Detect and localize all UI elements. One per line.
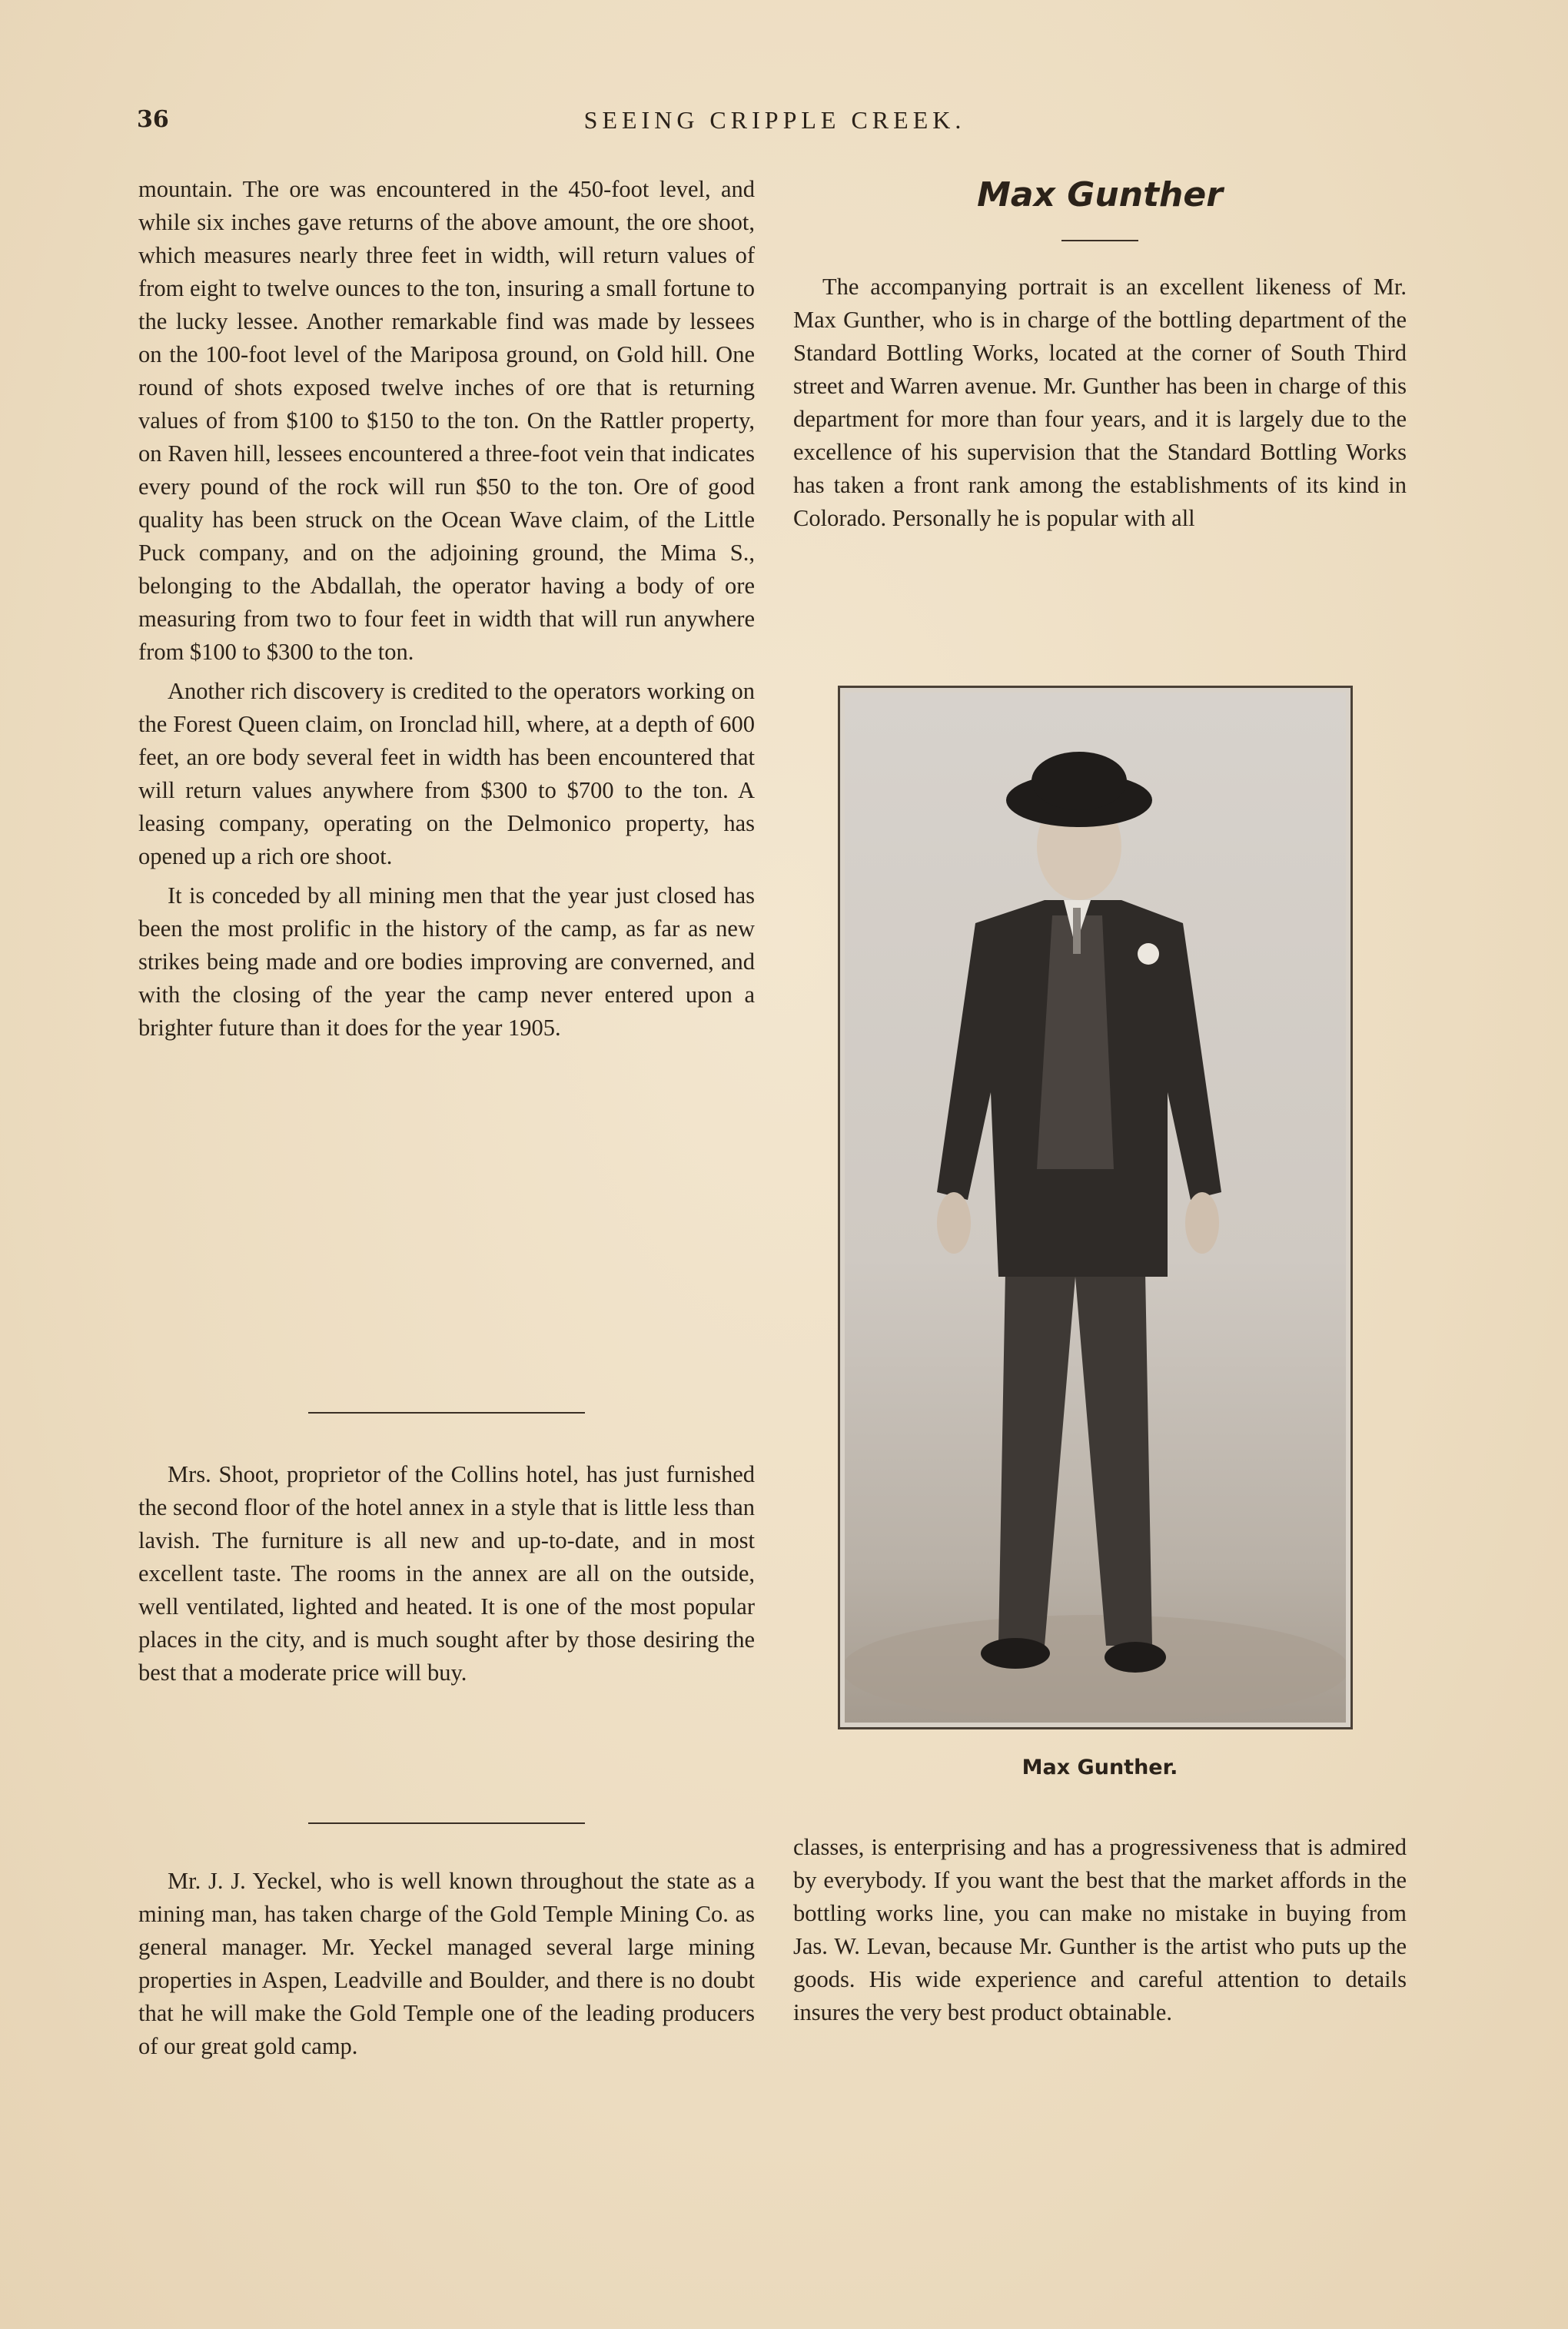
shoot-hotel-notice [138, 1458, 755, 1689]
section-divider [138, 1822, 755, 1824]
gunther-intro-paragraph: The accompanying portrait is an excellent likeness of Mr. Max Gunther, who is in charge of the bottling department of the Standard Bottling Works, located at the corner of South Third street and Warren avenue. Mr. Gunther has been in charge of this department for more than four years, and it is largely due to the excellence of his supervision that the Standard Bottling Works has taken a front rank among the establishments of its kind in Colorado. Personally he is popular with all [793, 274, 1407, 531]
yeckel-notice [138, 1865, 755, 2063]
mining-paragraph-1: mountain. The ore was encountered in the 450-foot level, and while six inches gave returns of the above amount, the ore shoot, which measures nearly three feet in width, will return values of from eight to twelve ounces to the ton, insuring a small fortune to the lucky lessee. Another remarkable find was made by lessees on the 100-foot level of the Mariposa ground, on Gold hill. One round of shots exposed twelve inches of ore that is returning values of from $100 to $150 to the ton. On the Rattler property, on Raven hill, lessees encountered a three-foot vein that indicates every pound of the rock will run $50 to the ton. Ore of good quality has been struck on the Ocean Wave claim, of the Little Puck company, and on the adjoining ground, the Mima S., belonging to the Abdallah, the operator having a body of ore measuring from two to four feet in width that will run anywhere from $100 to $300 to the ton. [138, 176, 755, 665]
portrait-photo [845, 693, 1346, 1723]
left-column-article [138, 173, 755, 1045]
title-rule [1061, 240, 1138, 241]
gunther-continued [793, 1831, 1407, 2029]
mining-paragraph-2: Another rich discovery is credited to the operators working on the Forest Queen claim, on Ironclad hill, where, at a depth of 600 feet, an ore body several feet in width has been encountered that will return values anywhere from $300 to $700 to the ton. A leasing company, operating on the Delmonico property, has opened up a rich ore shoot. [138, 678, 755, 869]
yeckel-paragraph: Mr. J. J. Yeckel, who is well known throughout the state as a mining man, has taken charge of the Gold Temple Mining Co. as general manager. Mr. Yeckel managed several large mining properties in Aspen, Leadville and Boulder, and there is no doubt that he will make the Gold Temple one of the leading producers of our great gold camp. [138, 1868, 755, 2059]
portrait-frame [838, 686, 1353, 1729]
page-header [137, 106, 1413, 145]
running-title: SEEING CRIPPLE CREEK. [583, 106, 966, 134]
photo-caption: Max Gunther. [1022, 1756, 1178, 1779]
gunther-continued-paragraph: classes, is enterprising and has a progressiveness that is admired by everybody. If you want the best that the market affords in the bottling works line, you can make no mistake in buying from Jas. W. Levan, because Mr. Gunther is the artist who puts up the goods. His wide experience and careful attention to details insures the very best product obtainable. [793, 1834, 1407, 2025]
article-title: Max Gunther [977, 175, 1223, 214]
mining-paragraph-3: It is conceded by all mining men that the year just closed has been the most prolific in the history of the camp, as far as new strikes being made and ore bodies improving are converned, and with the closing of the year the camp never entered upon a brighter future than it does for the year 1905. [138, 882, 755, 1041]
gunther-intro [793, 271, 1407, 535]
portrait-figure [845, 693, 1346, 1723]
shoot-paragraph: Mrs. Shoot, proprietor of the Collins hotel, has just furnished the second floor of the hotel annex in a style that is little less than lavish. The furniture is all new and up-to-date, and in most excellent taste. The rooms in the annex are all on the outside, well ventilated, lighted and heated. It is one of the most popular places in the city, and is much sought after by those desiring the best that a moderate price will buy. [138, 1461, 755, 1686]
page-number: 36 [137, 106, 169, 133]
section-divider [138, 1412, 755, 1414]
